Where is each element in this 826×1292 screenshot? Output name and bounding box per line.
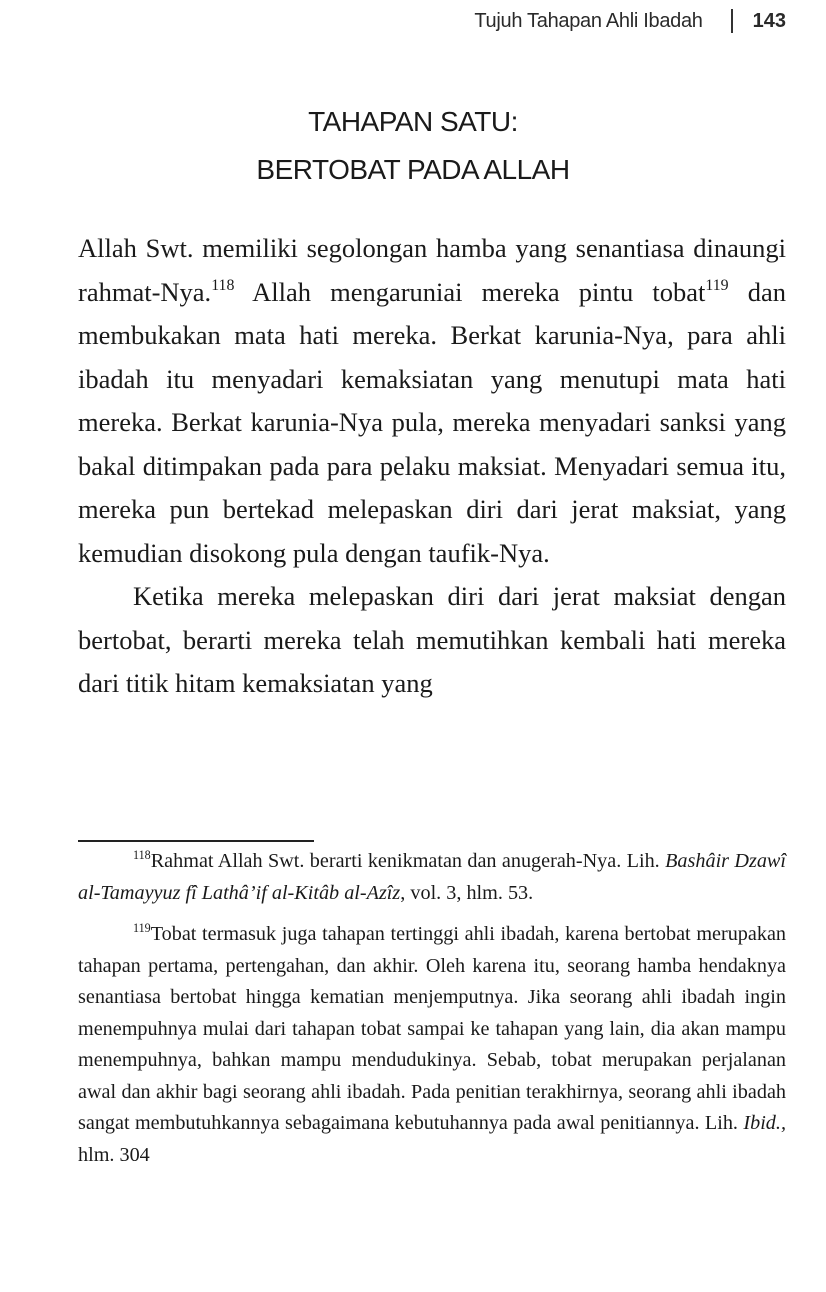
paragraph-1-part-b: Allah mengaruniai mereka pintu tobat bbox=[234, 276, 706, 307]
paragraph-1-part-c: dan membukakan mata hati mereka. Berkat karunia-Nya, para ahli ibadah itu menyadari kemaksiatan yang menutupi mata hati mereka. Berkat karunia-Nya pula, mereka menyadari sanksi yang bakal ditimpakan pada para pelaku maksiat. Menyadari semua itu, mereka pun bertekad melepaskan diri dari jerat maksiat, yang kemudian disokong pula dengan taufik-Nya. bbox=[78, 276, 786, 568]
chapter-title bbox=[0, 98, 826, 194]
paragraph-1-part-a: Allah Swt. memiliki segolongan hamba yang senantiasa dinaungi rahmat-Nya. bbox=[78, 233, 786, 307]
footnote-citation-title: Bashâir Dzawî al-Tamayyuz fî Lathâ’if al-Kitâb al-Azîz bbox=[78, 850, 786, 904]
footnote-ref-118: 118 bbox=[211, 277, 235, 295]
footnotes bbox=[78, 846, 786, 1171]
footnote-text-end: hlm. 304 bbox=[78, 1143, 150, 1166]
chapter-title-line-2: BERTOBAT PADA ALLAH bbox=[256, 154, 570, 185]
paragraph-2: Ketika mereka melepaskan diri dari jerat maksiat dengan bertobat, berarti mereka telah memutihkan kembali hati mereka dari titik hitam kemaksiatan yang bbox=[78, 581, 786, 698]
footnote-separator bbox=[78, 840, 314, 842]
paragraph-1 bbox=[78, 227, 786, 575]
footnote-citation-title: Ibid., bbox=[743, 1112, 786, 1134]
footnote-text-end: , vol. 3, hlm. 53. bbox=[400, 881, 534, 904]
running-header bbox=[474, 6, 786, 36]
footnote-ref-119: 119 bbox=[705, 277, 729, 295]
footnote-number: 119 bbox=[133, 921, 151, 936]
body-text bbox=[78, 227, 786, 706]
header-divider bbox=[731, 9, 733, 33]
running-title: Tujuh Tahapan Ahli Ibadah bbox=[474, 9, 703, 32]
footnote-text: Tobat termasuk juga tahapan tertinggi ahli ibadah, karena bertobat merupakan tahapan pertama, pertengahan, dan akhir. Oleh karena itu, seorang hamba hendaknya senantiasa bertobat hingga kematian menjemputnya. Jika seorang ahli ibadah ingin menempuhnya mulai dari tahapan tobat sampai ke tahapan yang lain, dia akan mampu menempuhnya, bahkan mampu mendudukinya. Sebab, tobat merupakan perjalanan awal dan akhir bagi seorang ahli ibadah. Pada penitian terakhirnya, seorang ahli ibadah sangat membutuhkannya sebagaimana kebutuhannya pada awal penitiannya. Lih. bbox=[78, 923, 786, 1134]
footnote-119 bbox=[78, 919, 786, 1171]
chapter-title-line-1: TAHAPAN SATU: bbox=[308, 106, 518, 137]
footnote-number: 118 bbox=[133, 848, 151, 863]
footnote-118 bbox=[78, 846, 786, 909]
page-number: 143 bbox=[752, 9, 786, 32]
footnote-text: Rahmat Allah Swt. berarti kenikmatan dan anugerah-Nya. Lih. bbox=[150, 850, 666, 872]
